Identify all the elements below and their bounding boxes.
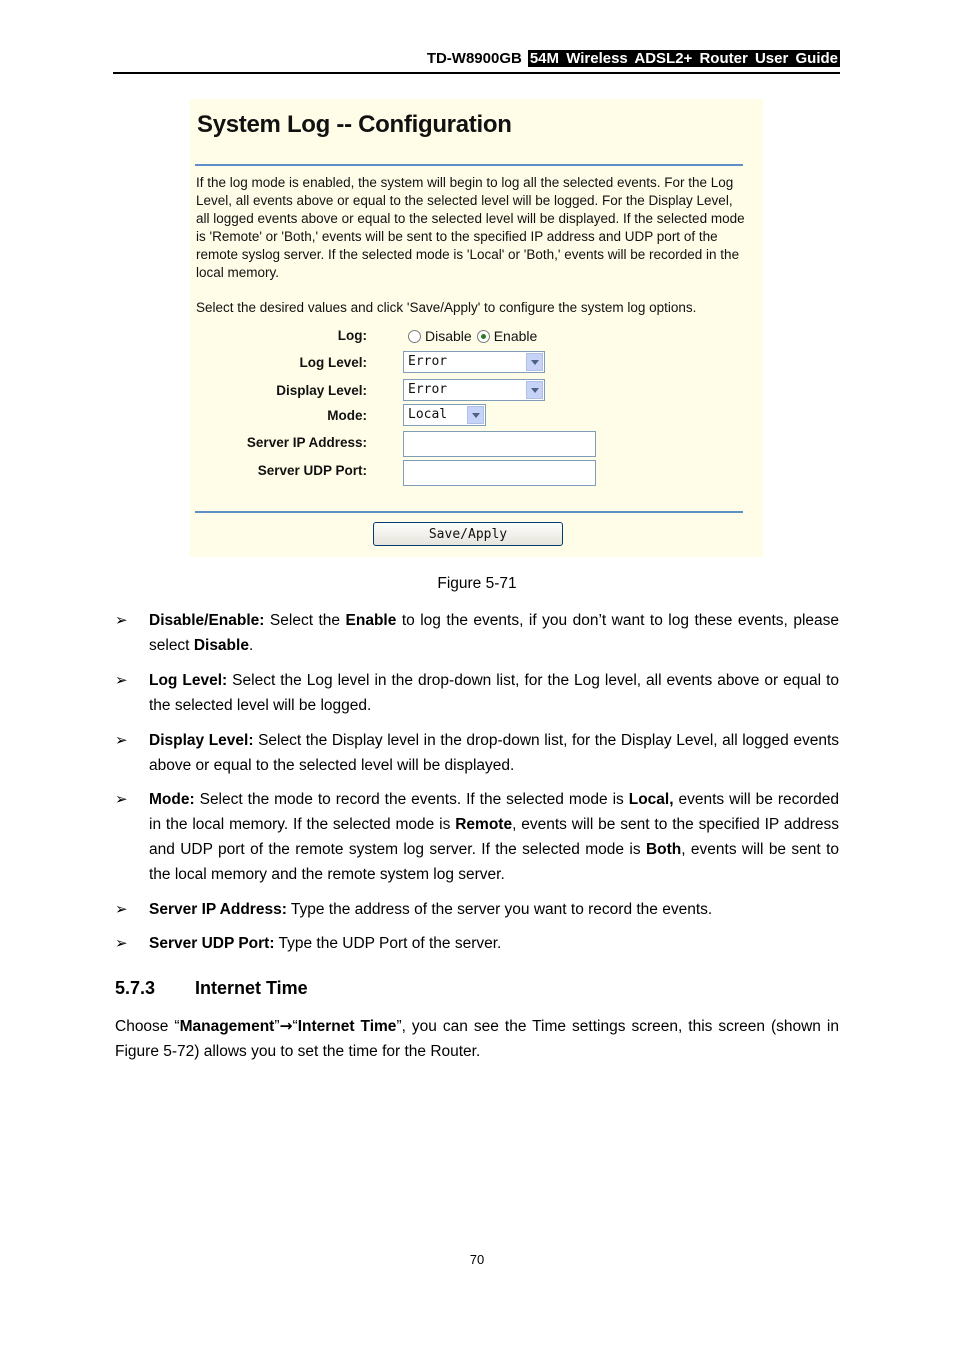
mode-select[interactable] (403, 404, 486, 426)
text-run: . (248, 637, 254, 654)
system-log-config-panel (190, 99, 763, 557)
panel-description: If the log mode is enabled, the system will begin to log all the selected events. For the Log Level, all events above or equal to the selected level will be logged. For the Display Level, all logged events above or equal to the selected level will be displayed. If the selected mode is 'Remote' or 'Both,' events will be sent to the specified IP address and UDP port of the remote syslog server. If the selected mode is 'Local' or 'Both,' events will be recorded in the local memory. (196, 175, 745, 280)
bullet-server-udp (115, 931, 839, 956)
text-run: Type the address of the server you want to record the events. (286, 901, 713, 918)
text-run: events will be recorded in the local memory. If the selected mode is (149, 791, 839, 833)
para-text: ”, you can see the Time settings screen, this screen (shown in Figure 5-72) allows you to set the time for the Router. (115, 1018, 839, 1060)
page-header (113, 48, 840, 74)
bold-term: Server UDP Port: (149, 935, 275, 952)
bullet-text (149, 612, 839, 654)
server-ip-label: Server IP Address: (246, 435, 367, 450)
server-udp-input[interactable] (403, 460, 596, 486)
panel-title: System Log -- Configuration (197, 111, 512, 138)
chevron-down-icon[interactable] (467, 406, 484, 424)
bold-term: Display Level: (149, 732, 254, 749)
bullet-arrow-icon: ➢ (115, 611, 128, 629)
text-run: Select the mode to record the events. If the selected mode is (194, 791, 629, 808)
bullet-arrow-icon: ➢ (115, 934, 128, 952)
divider-top (195, 164, 743, 166)
section-number: 5.7.3 (115, 978, 156, 998)
chevron-down-icon[interactable] (526, 353, 543, 371)
disable-radio[interactable] (408, 330, 421, 343)
enable-radio[interactable] (477, 330, 490, 343)
disable-radio-label[interactable]: Disable (425, 328, 472, 344)
display-level-label: Display Level: (276, 383, 367, 398)
bullet-text (149, 935, 501, 952)
para-menu-management: Management (179, 1018, 275, 1035)
log-level-select[interactable] (403, 351, 545, 373)
bold-term: Remote (455, 816, 513, 833)
header-text (427, 50, 840, 67)
bullet-arrow-icon: ➢ (115, 900, 128, 918)
chevron-down-icon[interactable] (526, 381, 543, 399)
section-paragraph (115, 1014, 839, 1064)
bullet-display-level (115, 728, 840, 778)
bold-term: Local, (628, 791, 674, 808)
bold-term: Both (645, 841, 682, 858)
mode-label: Mode: (327, 408, 367, 423)
text-run: Type the UDP Port of the server. (274, 935, 502, 952)
divider-bottom (195, 511, 743, 513)
header-model: TD-W8900GB (426, 50, 522, 67)
bold-term: Server IP Address: (149, 901, 287, 918)
para-text: ” (274, 1018, 280, 1035)
panel-hint: Select the desired values and click 'Save/Apply' to configure the system log options. (196, 300, 697, 315)
bullet-text (149, 672, 839, 714)
enable-radio-label[interactable]: Enable (493, 328, 538, 344)
log-radio-group (408, 328, 537, 344)
section-heading (115, 978, 308, 999)
bullet-disable-enable (115, 608, 840, 658)
bullet-text (149, 901, 712, 918)
log-level-label: Log Level: (299, 355, 367, 370)
server-ip-input[interactable] (403, 431, 596, 457)
bullet-arrow-icon: ➢ (115, 790, 128, 808)
text-run: , events will be sent to the specified IP address and UDP port of the remote system log server. If the selected mode is (149, 816, 839, 858)
header-guide-title: 54M Wireless ADSL2+ Router User Guide (529, 50, 838, 67)
bullet-server-ip (115, 897, 839, 922)
bullet-log-level (115, 668, 839, 718)
para-menu-internet-time: Internet Time (297, 1018, 397, 1035)
bold-term: Mode: (149, 791, 195, 808)
text-run: Select the (264, 612, 346, 629)
server-udp-label: Server UDP Port: (257, 463, 367, 478)
bullet-text (149, 732, 839, 774)
log-level-value: Error (408, 354, 448, 369)
bold-term: Log Level: (149, 672, 228, 689)
mode-value: Local (408, 407, 448, 422)
para-text: Choose “ (115, 1018, 180, 1035)
display-level-select[interactable] (403, 379, 545, 401)
bullet-arrow-icon: ➢ (115, 671, 128, 689)
para-text: “ (292, 1018, 298, 1035)
page-number: 70 (469, 1252, 485, 1267)
figure-caption: Figure 5-71 (437, 575, 517, 592)
text-run: Select the Log level in the drop-down list, for the Log level, all events above or equal to the selected level will be logged. (149, 672, 839, 714)
bullet-mode (115, 787, 840, 887)
bold-term: Disable (193, 637, 249, 654)
arrow-right-icon: → (279, 1017, 293, 1035)
display-level-value: Error (408, 382, 448, 397)
bold-term: Disable/Enable: (149, 612, 265, 629)
text-run: Select the Display level in the drop-down list, for the Display Level, all logged events above or equal to the selected level will be displayed. (149, 732, 840, 774)
log-label: Log: (337, 328, 367, 343)
bold-term: Enable (345, 612, 397, 629)
section-title: Internet Time (195, 978, 308, 998)
bullet-arrow-icon: ➢ (115, 731, 128, 749)
save-apply-button[interactable]: Save/Apply (373, 522, 563, 546)
text-run: to log the events, if you don’t want to log these events, please select (149, 612, 840, 654)
text-run: , events will be sent to the local memory and the remote system log server. (149, 841, 840, 883)
bullet-text (149, 791, 839, 883)
